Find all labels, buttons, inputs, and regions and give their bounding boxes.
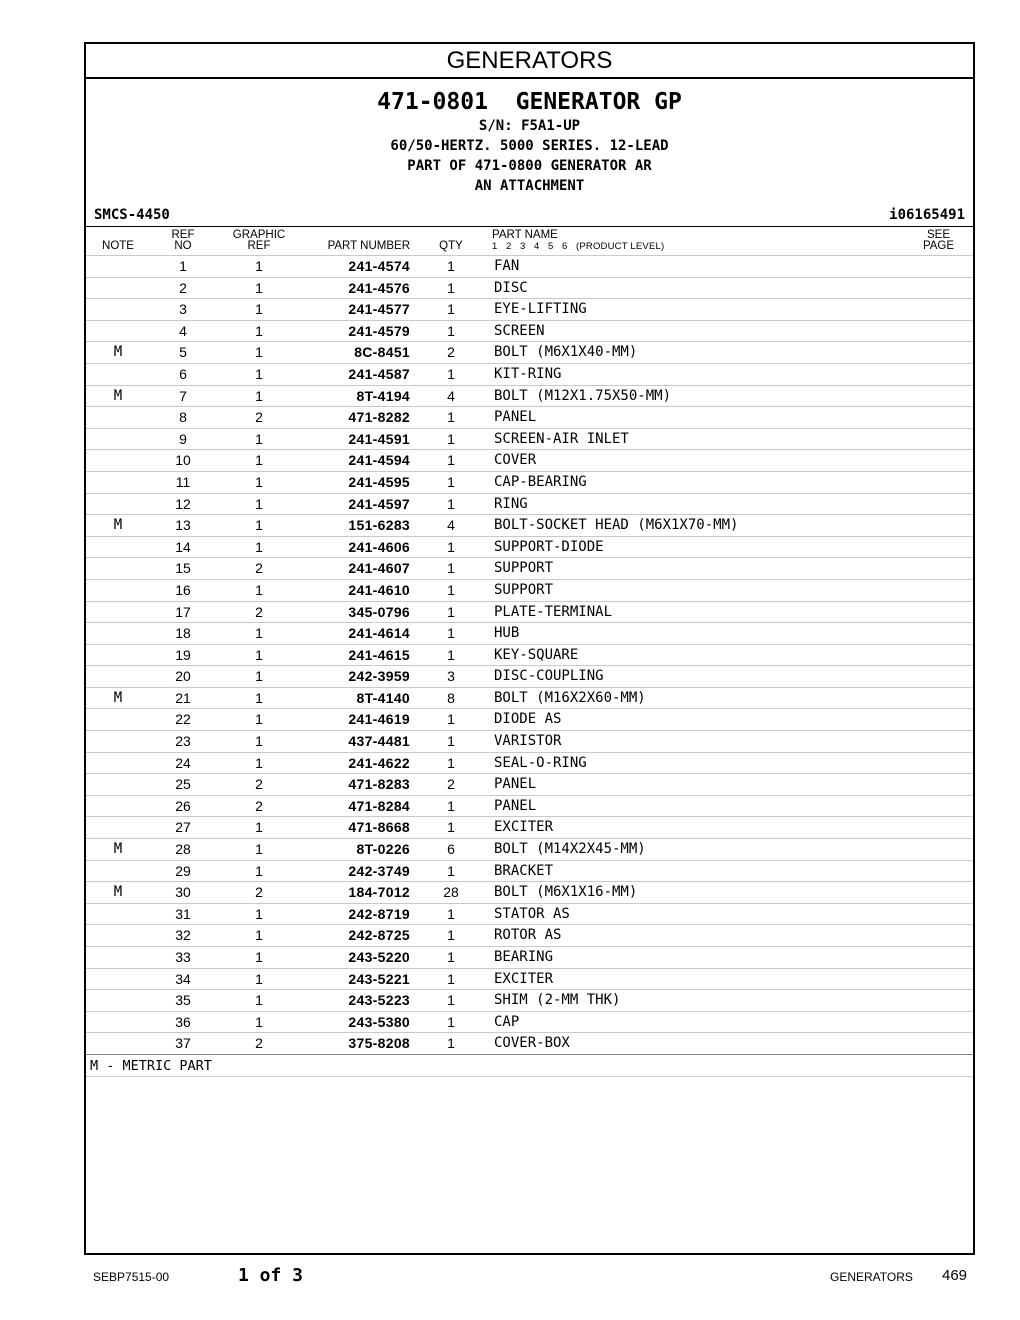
part-name-cell: PLATE-TERMINAL xyxy=(494,603,613,620)
graphic-ref-cell: 1 xyxy=(255,970,263,987)
table-row xyxy=(86,514,973,536)
table-row xyxy=(86,493,973,515)
ref-no-cell: 33 xyxy=(175,949,191,965)
ref-no-cell: 6 xyxy=(179,365,187,382)
graphic-ref-cell: 1 xyxy=(255,927,263,944)
part-name-cell: STATOR AS xyxy=(494,905,570,922)
part-name-cell: ROTOR AS xyxy=(494,927,562,944)
qty-cell: 4 xyxy=(447,517,455,534)
part-number-cell: 241-4579 xyxy=(348,322,410,339)
part-name-cell: SUPPORT xyxy=(494,560,554,577)
column-header-see-bottom: PAGE xyxy=(922,240,955,252)
part-name-cell: BOLT (M16X2X60-MM) xyxy=(494,689,646,706)
column-header-product-level: 1 2 3 4 5 6 (PRODUCT LEVEL) xyxy=(492,241,665,252)
qty-cell: 1 xyxy=(447,301,455,318)
qty-cell: 1 xyxy=(447,560,455,577)
table-end-rule xyxy=(86,1076,973,1077)
part-number-cell: 471-8283 xyxy=(348,776,410,793)
table-row xyxy=(86,860,973,882)
qty-cell: 1 xyxy=(447,409,455,426)
part-number-cell: 345-0796 xyxy=(348,603,410,620)
part-number-cell: 471-8284 xyxy=(348,797,410,814)
part-number-cell: 241-4591 xyxy=(348,430,410,447)
part-name-cell: VARISTOR xyxy=(494,733,562,750)
serial-number: S/N: F5A1-UP xyxy=(478,118,581,134)
ref-no-cell: 11 xyxy=(175,473,191,490)
qty-cell: 1 xyxy=(447,862,455,879)
graphic-ref-cell: 1 xyxy=(255,258,263,274)
qty-cell: 1 xyxy=(447,646,455,663)
part-name-cell: DISC-COUPLING xyxy=(494,668,604,685)
graphic-ref-cell: 1 xyxy=(255,646,263,663)
graphic-ref-cell: 1 xyxy=(255,668,263,685)
part-name-cell: BEARING xyxy=(494,949,554,965)
part-number-cell: 243-5223 xyxy=(348,992,410,1009)
part-number-cell: 241-4614 xyxy=(348,625,410,642)
ref-no-cell: 28 xyxy=(175,841,191,858)
ref-no-cell: 23 xyxy=(175,733,191,750)
part-number-cell: 241-4595 xyxy=(348,473,410,490)
part-number-cell: 241-4607 xyxy=(348,560,410,577)
ref-no-cell: 14 xyxy=(175,538,191,555)
qty-cell: 1 xyxy=(447,430,455,447)
graphic-ref-cell: 2 xyxy=(255,797,263,814)
part-number-cell: 241-4574 xyxy=(348,258,410,274)
part-name-cell: CAP xyxy=(494,1013,520,1030)
qty-cell: 1 xyxy=(447,1035,455,1052)
table-row xyxy=(86,687,973,709)
table-row xyxy=(86,428,973,450)
table-row xyxy=(86,665,973,687)
table-row xyxy=(86,622,973,644)
qty-cell: 1 xyxy=(447,279,455,296)
part-name-cell: BRACKET xyxy=(494,862,554,879)
graphic-ref-cell: 1 xyxy=(255,992,263,1009)
ref-no-cell: 30 xyxy=(175,884,191,901)
column-header-see-page xyxy=(916,230,961,252)
metric-note: M - METRIC PART xyxy=(90,1057,212,1074)
part-name-cell: EXCITER xyxy=(494,819,554,836)
part-name-cell: COVER xyxy=(494,452,537,469)
part-number-cell: 241-4577 xyxy=(348,301,410,318)
graphic-ref-cell: 2 xyxy=(255,603,263,620)
part-name-cell: BOLT (M6X1X16-MM) xyxy=(494,884,638,901)
graphic-ref-cell: 1 xyxy=(255,841,263,858)
part-name-cell: COVER-BOX xyxy=(494,1035,570,1052)
page-of: 1 of 3 xyxy=(238,1265,304,1286)
column-header-part-name-label: PART NAME xyxy=(492,229,558,241)
ref-no-cell: 31 xyxy=(175,905,191,922)
graphic-ref-cell: 1 xyxy=(255,365,263,382)
part-number-cell: 243-5380 xyxy=(348,1013,410,1030)
ref-no-cell: 26 xyxy=(175,797,191,814)
part-name-cell: BOLT (M6X1X40-MM) xyxy=(494,344,638,361)
part-name-cell: SCREEN-AIR INLET xyxy=(494,430,629,447)
part-name-cell: SHIM (2-MM THK) xyxy=(494,992,621,1009)
note-cell: M xyxy=(113,689,123,706)
table-row xyxy=(86,773,973,795)
ref-no-cell: 35 xyxy=(175,992,191,1009)
table-row xyxy=(86,557,973,579)
part-name-cell: BOLT-SOCKET HEAD (M6X1X70-MM) xyxy=(494,517,739,534)
ref-no-cell: 8 xyxy=(179,409,187,426)
header-divider xyxy=(86,226,973,227)
graphic-ref-cell: 2 xyxy=(255,884,263,901)
parts-table xyxy=(86,255,973,1077)
graphic-ref-cell: 1 xyxy=(255,344,263,361)
part-number-cell: 242-3749 xyxy=(348,862,410,879)
qty-cell: 1 xyxy=(447,538,455,555)
part-number-cell: 241-4594 xyxy=(348,452,410,469)
part-name-cell: PANEL xyxy=(494,409,537,426)
qty-cell: 28 xyxy=(443,884,459,901)
qty-cell: 1 xyxy=(447,819,455,836)
graphic-ref-cell: 1 xyxy=(255,301,263,318)
table-row xyxy=(86,881,973,903)
qty-cell: 1 xyxy=(447,754,455,771)
ref-no-cell: 7 xyxy=(179,387,187,404)
part-number-cell: 184-7012 xyxy=(348,884,410,901)
group-heading xyxy=(86,88,973,196)
ref-no-cell: 18 xyxy=(175,625,191,642)
part-name-cell: BOLT (M12X1.75X50-MM) xyxy=(494,387,672,404)
qty-cell: 1 xyxy=(447,473,455,490)
part-number-cell: 375-8208 xyxy=(348,1035,410,1052)
part-number-cell: 151-6283 xyxy=(348,517,410,534)
part-name-cell: SUPPORT-DIODE xyxy=(494,538,604,555)
ref-no-cell: 21 xyxy=(175,689,191,706)
qty-cell: 1 xyxy=(447,625,455,642)
ref-no-cell: 13 xyxy=(175,517,191,534)
table-row xyxy=(86,1032,973,1054)
graphic-ref-cell: 1 xyxy=(255,862,263,879)
table-row xyxy=(86,385,973,407)
column-header-ref-no xyxy=(168,230,198,252)
ref-no-cell: 2 xyxy=(179,279,187,296)
table-row xyxy=(86,406,973,428)
note-cell: M xyxy=(113,884,123,901)
part-name-cell: EXCITER xyxy=(494,970,554,987)
table-row xyxy=(86,924,973,946)
qty-cell: 1 xyxy=(447,581,455,598)
part-number-cell: 471-8668 xyxy=(348,819,410,836)
ref-no-cell: 20 xyxy=(175,668,191,685)
table-row xyxy=(86,255,973,277)
table-row xyxy=(86,708,973,730)
part-number-cell: 437-4481 xyxy=(348,733,410,750)
qty-cell: 1 xyxy=(447,797,455,814)
column-header-qty: QTY xyxy=(439,240,463,252)
section-title: GENERATORS xyxy=(86,44,973,79)
graphic-ref-cell: 1 xyxy=(255,452,263,469)
heading-line-2: PART OF 471-0800 GENERATOR AR xyxy=(407,158,652,174)
table-row xyxy=(86,579,973,601)
part-name-cell: SEAL-O-RING xyxy=(494,754,587,771)
graphic-ref-cell: 1 xyxy=(255,322,263,339)
column-header-note: NOTE xyxy=(102,240,134,252)
graphic-ref-cell: 1 xyxy=(255,581,263,598)
column-header-graphic-ref xyxy=(229,230,289,252)
part-number-cell: 242-3959 xyxy=(348,668,410,685)
graphic-ref-cell: 1 xyxy=(255,517,263,534)
part-name-cell: DISC xyxy=(494,279,528,296)
part-name-cell: KIT-RING xyxy=(494,365,562,382)
qty-cell: 8 xyxy=(447,689,455,706)
graphic-ref-cell: 1 xyxy=(255,711,263,728)
graphic-ref-cell: 1 xyxy=(255,538,263,555)
qty-cell: 1 xyxy=(447,970,455,987)
part-name-cell: SCREEN xyxy=(494,322,545,339)
graphic-ref-cell: 1 xyxy=(255,387,263,404)
graphic-ref-cell: 1 xyxy=(255,949,263,965)
qty-cell: 1 xyxy=(447,495,455,512)
ref-no-cell: 25 xyxy=(175,776,191,793)
qty-cell: 4 xyxy=(447,387,455,404)
metric-note-row xyxy=(86,1054,973,1076)
ref-no-cell: 34 xyxy=(175,970,191,987)
part-number-cell: 8T-4194 xyxy=(356,387,410,404)
part-number-cell: 243-5220 xyxy=(348,949,410,965)
qty-cell: 1 xyxy=(447,927,455,944)
ref-no-cell: 22 xyxy=(175,711,191,728)
part-number-cell: 241-4606 xyxy=(348,538,410,555)
table-row xyxy=(86,838,973,860)
table-row xyxy=(86,1011,973,1033)
part-name-cell: HUB xyxy=(494,625,520,642)
part-number-cell: 241-4587 xyxy=(348,365,410,382)
graphic-ref-cell: 2 xyxy=(255,560,263,577)
table-row xyxy=(86,277,973,299)
table-row xyxy=(86,471,973,493)
column-header-part-name xyxy=(492,230,792,252)
table-row xyxy=(86,363,973,385)
part-number-cell: 241-4597 xyxy=(348,495,410,512)
part-number-cell: 471-8282 xyxy=(348,409,410,426)
column-header-graphic-top: GRAPHIC xyxy=(232,229,286,241)
ref-no-cell: 9 xyxy=(179,430,187,447)
part-name-cell: BOLT (M14X2X45-MM) xyxy=(494,841,646,858)
qty-cell: 1 xyxy=(447,711,455,728)
page-number: 469 xyxy=(942,1267,968,1284)
ref-no-cell: 12 xyxy=(175,495,191,512)
part-name-cell: DIODE AS xyxy=(494,711,562,728)
qty-cell: 6 xyxy=(447,841,455,858)
part-name-cell: SUPPORT xyxy=(494,581,554,598)
table-row xyxy=(86,989,973,1011)
ref-no-cell: 3 xyxy=(179,301,187,318)
table-row xyxy=(86,601,973,623)
graphic-ref-cell: 1 xyxy=(255,733,263,750)
table-row xyxy=(86,320,973,342)
part-number-cell: 241-4615 xyxy=(348,646,410,663)
table-row xyxy=(86,449,973,471)
qty-cell: 1 xyxy=(447,905,455,922)
part-number-cell: 8C-8451 xyxy=(354,344,410,361)
graphic-ref-cell: 1 xyxy=(255,625,263,642)
qty-cell: 1 xyxy=(447,733,455,750)
page-frame xyxy=(84,42,975,1255)
ref-no-cell: 29 xyxy=(175,862,191,879)
ref-no-cell: 15 xyxy=(175,560,191,577)
qty-cell: 1 xyxy=(447,1013,455,1030)
graphic-ref-cell: 1 xyxy=(255,905,263,922)
qty-cell: 1 xyxy=(447,365,455,382)
note-cell: M xyxy=(113,517,123,534)
heading-line-3: AN ATTACHMENT xyxy=(474,178,585,194)
part-number-cell: 241-4622 xyxy=(348,754,410,771)
part-number-cell: 241-4619 xyxy=(348,711,410,728)
part-number-cell: 8T-4140 xyxy=(356,689,410,706)
ref-no-cell: 1 xyxy=(179,258,187,274)
graphic-ref-cell: 2 xyxy=(255,1035,263,1052)
table-row xyxy=(86,536,973,558)
table-row xyxy=(86,298,973,320)
part-number-cell: 243-5221 xyxy=(348,970,410,987)
part-number-cell: 241-4576 xyxy=(348,279,410,296)
group-title: 471-0801 GENERATOR GP xyxy=(377,89,682,115)
part-number-cell: 8T-0226 xyxy=(356,841,410,858)
part-number-cell: 241-4610 xyxy=(348,581,410,598)
graphic-ref-cell: 1 xyxy=(255,1013,263,1030)
footer-section: GENERATORS xyxy=(830,1270,913,1284)
graphic-ref-cell: 1 xyxy=(255,754,263,771)
qty-cell: 1 xyxy=(447,949,455,965)
part-number-cell: 242-8719 xyxy=(348,905,410,922)
column-header-part-number: PART NUMBER xyxy=(327,240,410,252)
ref-no-cell: 36 xyxy=(175,1013,191,1030)
part-name-cell: CAP-BEARING xyxy=(494,473,587,490)
ref-no-cell: 16 xyxy=(175,581,191,598)
graphic-ref-cell: 2 xyxy=(255,776,263,793)
ref-no-cell: 4 xyxy=(179,322,187,339)
ref-no-cell: 27 xyxy=(175,819,191,836)
table-row xyxy=(86,968,973,990)
table-row xyxy=(86,946,973,968)
graphic-ref-cell: 1 xyxy=(255,279,263,296)
graphic-ref-cell: 1 xyxy=(255,819,263,836)
part-name-cell: PANEL xyxy=(494,776,537,793)
table-row xyxy=(86,644,973,666)
qty-cell: 3 xyxy=(447,668,455,685)
column-header-ref-bottom: NO xyxy=(174,240,192,252)
graphic-ref-cell: 2 xyxy=(255,409,263,426)
table-row xyxy=(86,752,973,774)
note-cell: M xyxy=(113,387,123,404)
part-name-cell: KEY-SQUARE xyxy=(494,646,579,663)
ref-no-cell: 32 xyxy=(175,927,191,944)
illustration-id: i06165491 xyxy=(889,207,965,223)
graphic-ref-cell: 1 xyxy=(255,495,263,512)
table-row xyxy=(86,795,973,817)
part-name-cell: RING xyxy=(494,495,528,512)
part-name-cell: PANEL xyxy=(494,797,537,814)
graphic-ref-cell: 1 xyxy=(255,430,263,447)
ref-no-cell: 37 xyxy=(175,1035,191,1052)
qty-cell: 1 xyxy=(447,452,455,469)
heading-line-1: 60/50-HERTZ. 5000 SERIES. 12-LEAD xyxy=(390,138,669,154)
ref-no-cell: 19 xyxy=(175,646,191,663)
table-row xyxy=(86,341,973,363)
table-row xyxy=(86,730,973,752)
document-id: SEBP7515-00 xyxy=(93,1270,170,1284)
part-name-cell: EYE-LIFTING xyxy=(494,301,587,318)
part-name-cell: FAN xyxy=(494,258,520,274)
ref-no-cell: 24 xyxy=(175,754,191,771)
table-row xyxy=(86,903,973,925)
qty-cell: 2 xyxy=(447,776,455,793)
note-cell: M xyxy=(113,344,123,361)
qty-cell: 2 xyxy=(447,344,455,361)
ref-no-cell: 10 xyxy=(175,452,191,469)
column-header-graphic-bottom: REF xyxy=(247,240,271,252)
column-header-see-top: SEE xyxy=(926,229,950,241)
note-cell: M xyxy=(113,841,123,858)
qty-cell: 1 xyxy=(447,992,455,1009)
smcs-code: SMCS-4450 xyxy=(94,207,170,223)
qty-cell: 1 xyxy=(447,603,455,620)
part-number-cell: 242-8725 xyxy=(348,927,410,944)
qty-cell: 1 xyxy=(447,322,455,339)
ref-no-cell: 5 xyxy=(179,344,187,361)
graphic-ref-cell: 1 xyxy=(255,689,263,706)
graphic-ref-cell: 1 xyxy=(255,473,263,490)
ref-no-cell: 17 xyxy=(175,603,191,620)
column-header-ref-top: REF xyxy=(171,229,195,241)
table-row xyxy=(86,816,973,838)
qty-cell: 1 xyxy=(447,258,455,274)
